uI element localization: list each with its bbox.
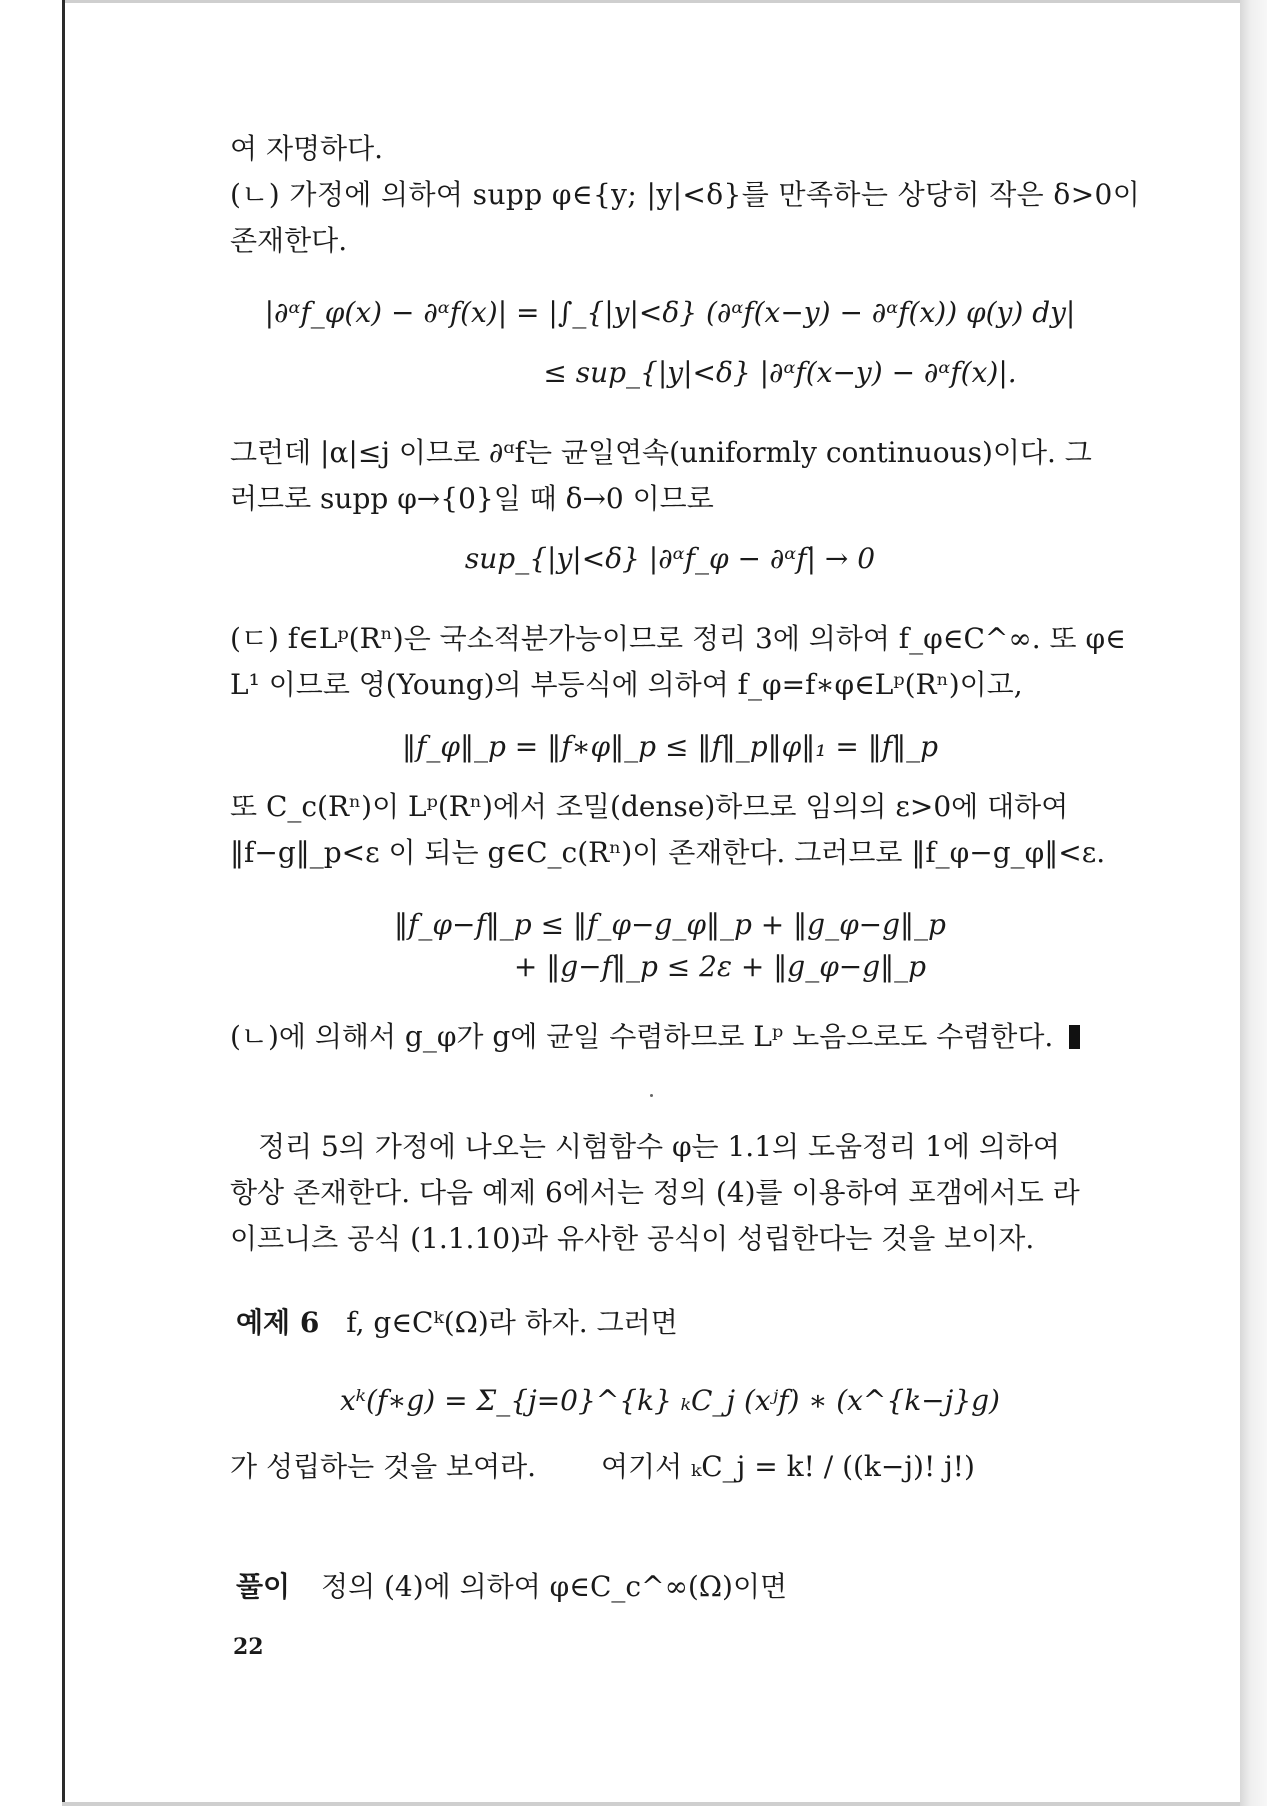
example-conclusion-line [230, 1450, 1110, 1484]
text-line-10: L¹ 이므로 영(Young)의 부등식에 의하여 f_φ=f∗φ∈Lᵖ(Rⁿ)이고, [230, 668, 1023, 701]
page-bottom-edge [62, 1802, 1240, 1806]
example-label: 예제 6 [236, 1306, 320, 1339]
text-line-7: 러므로 supp φ→{0}일 때 δ→0 이므로 [230, 482, 714, 515]
page-top-edge [62, 0, 1240, 3]
equation-sup-bound: ≤ sup_{|y|<δ} |∂ᵅf(x−y) − ∂ᵅf(x)|. [543, 356, 1017, 389]
equation-triangle-2: + ‖g−f‖_p ≤ 2ε + ‖g_φ−g‖_p [513, 950, 927, 983]
text-line-17: 정리 5의 가정에 나오는 시험함수 φ는 1.1의 도움정리 1에 의하여 [258, 1130, 1060, 1163]
page-number: 22 [233, 1634, 264, 1660]
example-conclusion: 가 성립하는 것을 보여라. [230, 1450, 537, 1483]
example-heading [236, 1306, 1116, 1340]
conclusion-text: (ㄴ)에 의해서 g_φ가 g에 균일 수렴하므로 Lᵖ 노음으로도 수렴한다. [230, 1020, 1054, 1053]
example-formula: xᵏ(f∗g) = Σ_{j=0}^{k} ₖC_j (xʲf) ∗ (x^{k−j}g) [340, 1384, 1000, 1417]
text-line-18: 항상 존재한다. 다음 예제 6에서는 정의 (4)를 이용하여 포갬에서도 라 [230, 1176, 1080, 1209]
text-line-12: 또 C_c(Rⁿ)이 Lᵖ(Rⁿ)에서 조밀(dense)하므로 임의의 ε>0에 대하여 [230, 790, 1069, 823]
qed-mark [1069, 1025, 1080, 1049]
equation-norm: ‖f_φ‖_p = ‖f∗φ‖_p ≤ ‖f‖_p‖φ‖₁ = ‖f‖_p [401, 730, 938, 763]
page-left-edge [62, 0, 65, 1806]
equation-integral: |∂ᵅf_φ(x) − ∂ᵅf(x)| = |∫_{|y|<δ} (∂ᵅf(x−y) − ∂ᵅf(x)) φ(y) dy| [264, 296, 1076, 329]
text-line-13: ‖f−g‖_p<ε 이 되는 g∈C_c(Rⁿ)이 존재한다. 그러므로 ‖f_φ−g_φ‖<ε. [230, 836, 1106, 869]
text-line-19: 이프니츠 공식 (1.1.10)과 유사한 공식이 성립한다는 것을 보이자. [230, 1222, 1035, 1255]
scan-dot [650, 1094, 653, 1097]
solution-line [236, 1570, 1116, 1604]
solution-text: 정의 (4)에 의하여 φ∈C_c^∞(Ω)이면 [321, 1570, 788, 1603]
solution-label: 풀이 [236, 1570, 291, 1603]
page-right-shadow [1240, 0, 1267, 1806]
text-line-16 [230, 1020, 1110, 1054]
text-line-2: (ㄴ) 가정에 의하여 supp φ∈{y; |y|<δ}를 만족하는 상당히 작은 δ>0이 [230, 178, 1141, 211]
text-line-1: 여 자명하다. [230, 132, 384, 165]
example-note: 여기서 ₖC_j = k! / ((k−j)! j!) [601, 1450, 975, 1483]
equation-limit: sup_{|y|<δ} |∂ᵅf_φ − ∂ᵅf| → 0 [464, 542, 876, 575]
text-line-3: 존재한다. [230, 224, 348, 257]
text-line-6: 그런데 |α|≤j 이므로 ∂ᵅf는 균일연속(uniformly continuous)이다. 그 [230, 436, 1092, 469]
example-statement: f, g∈Cᵏ(Ω)라 하자. 그러면 [346, 1306, 678, 1339]
text-line-9: (ㄷ) f∈Lᵖ(Rⁿ)은 국소적분가능이므로 정리 3에 의하여 f_φ∈C^∞. 또 φ∈ [230, 622, 1126, 655]
equation-triangle-1: ‖f_φ−f‖_p ≤ ‖f_φ−g_φ‖_p + ‖g_φ−g‖_p [394, 908, 946, 941]
